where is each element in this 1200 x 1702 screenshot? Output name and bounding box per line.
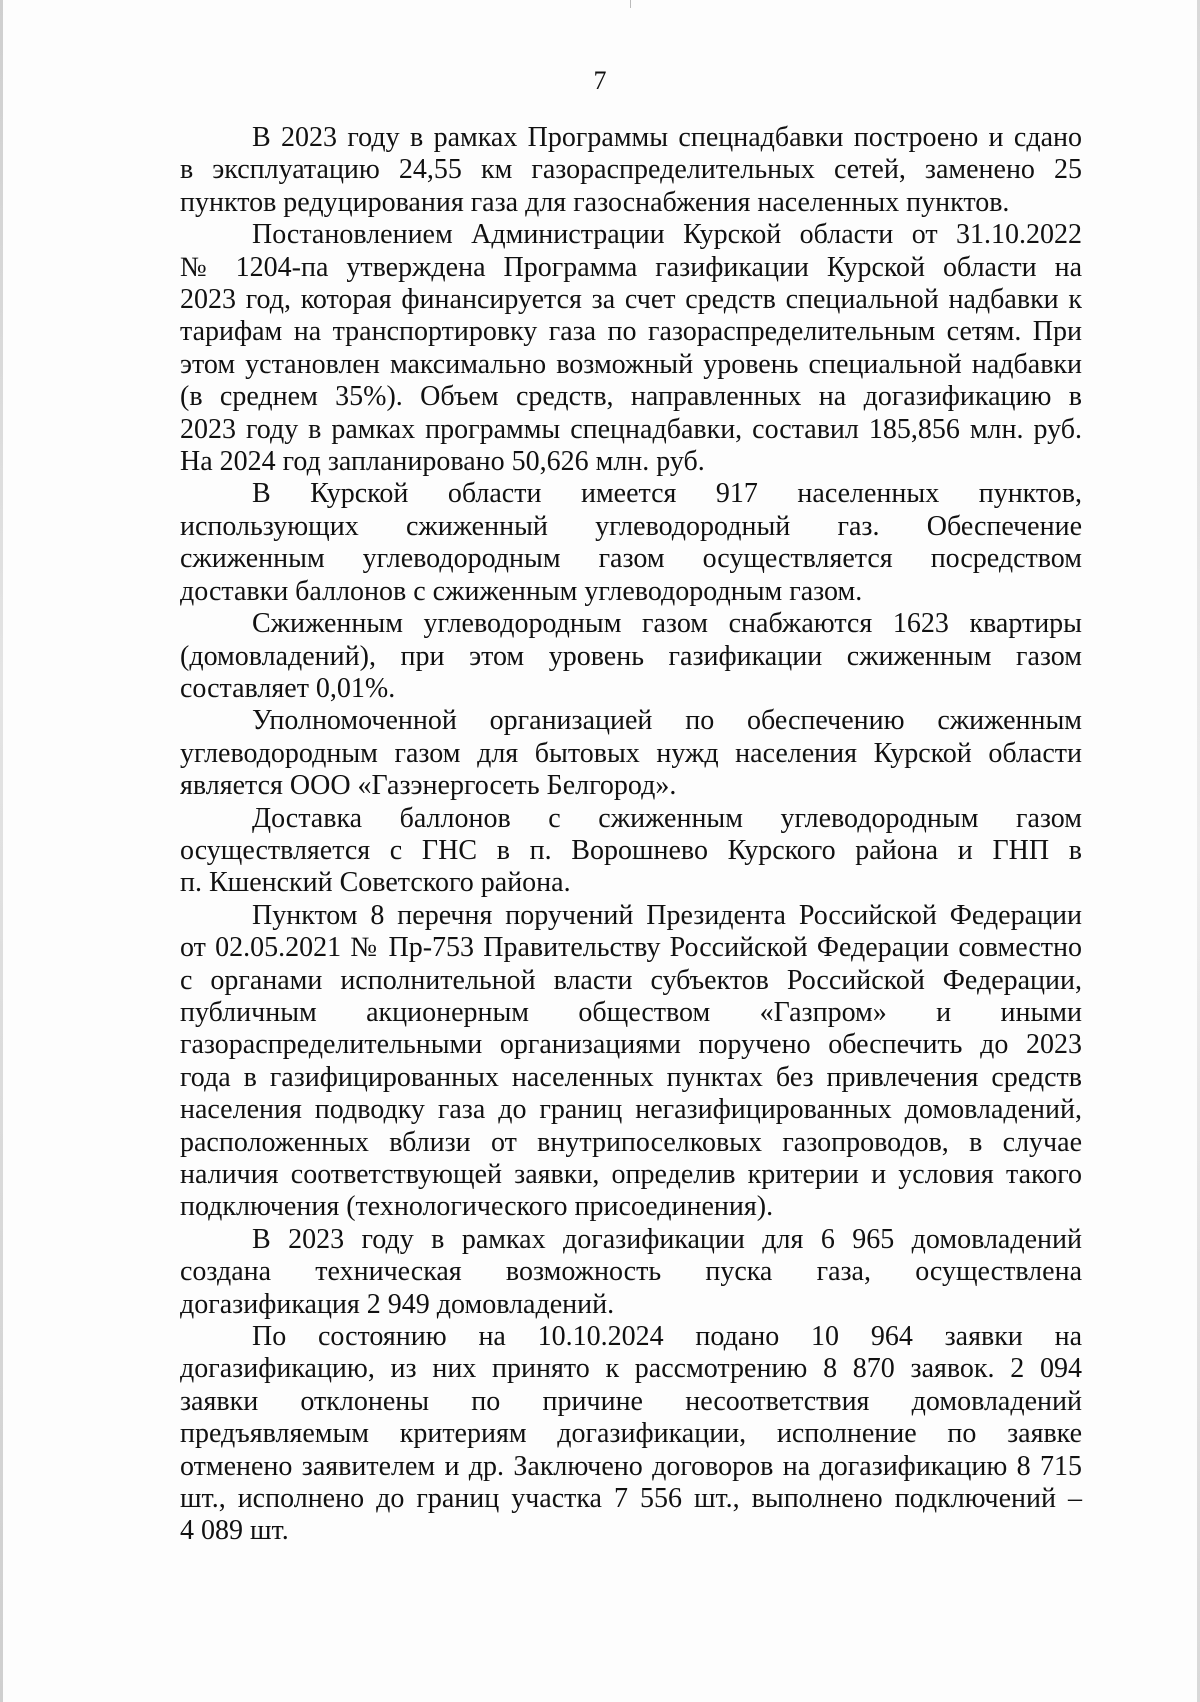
text-line: 4 089 шт. — [180, 1515, 289, 1547]
text-line: п. Кшенский Советского района. — [180, 867, 571, 899]
text-line: создана техническая возможность пуска газа, осуществлена — [180, 1256, 1082, 1288]
page-number: 7 — [593, 66, 607, 95]
text-line: от 02.05.2021 № Пр-753 Правительству Российской Федерации совместно — [180, 932, 1082, 964]
text-line: шт., исполнено до границ участка 7 556 шт., выполнено подключений – — [180, 1483, 1082, 1515]
text-line: По состоянию на 10.10.2024 подано 10 964 заявки на — [252, 1321, 1082, 1353]
text-line: В 2023 году в рамках догазификации для 6 965 домовладений — [252, 1223, 1082, 1255]
text-line: В Курской области имеется 917 населенных пунктов, — [252, 478, 1082, 510]
paragraph — [180, 1321, 1082, 1548]
text-line: использующих сжиженный углеводородный газ. Обеспечение — [180, 510, 1082, 542]
text-line: В 2023 году в рамках Программы спецнадбавки построено и сдано — [252, 122, 1082, 153]
scan-edge-left — [0, 0, 3, 1702]
text-line: пунктов редуцирования газа для газоснабжения населенных пунктов. — [180, 186, 1010, 218]
text-line: расположенных вблизи от внутрипоселковых газопроводов, в случае — [180, 1126, 1082, 1158]
text-line: тарифам на транспортировку газа по газораспределительным сетям. При — [180, 316, 1082, 348]
text-line: Уполномоченной организацией по обеспечению сжиженным — [252, 705, 1082, 737]
paragraph — [180, 219, 1082, 478]
text-line: Постановлением Администрации Курской области от 31.10.2022 — [252, 219, 1082, 251]
paragraph — [180, 900, 1082, 1224]
text-line: осуществляется с ГНС в п. Ворошнево Курского района и ГНП в — [180, 834, 1082, 866]
text-line: является ООО «Газэнергосеть Белгород». — [180, 770, 677, 802]
document-body — [180, 122, 1082, 1548]
text-line: № 1204-па утверждена Программа газификации Курской области на — [180, 251, 1082, 283]
scan-mark — [630, 0, 631, 8]
text-line: года в газифицированных населенных пунктах без привлечения средств — [180, 1061, 1082, 1093]
text-line: составляет 0,01%. — [180, 672, 396, 704]
text-line: газораспределительными организациями поручено обеспечить до 2023 — [180, 1029, 1082, 1061]
text-line: доставки баллонов с сжиженным углеводородным газом. — [180, 575, 863, 607]
paragraph — [180, 608, 1082, 705]
text-line: в эксплуатацию 24,55 км газораспределительных сетей, заменено 25 — [180, 154, 1082, 186]
text-line: сжиженным углеводородным газом осуществляется посредством — [180, 543, 1082, 575]
text-line: На 2024 год запланировано 50,626 млн. руб. — [180, 446, 705, 478]
text-line: наличия соответствующей заявки, определив критерии и условия такого — [180, 1159, 1082, 1190]
paragraph — [180, 122, 1082, 219]
text-line: этом установлен максимально возможный уровень специальной надбавки — [180, 348, 1082, 380]
text-line: углеводородным газом для бытовых нужд населения Курской области — [180, 737, 1082, 769]
paragraph — [180, 478, 1082, 608]
paragraph — [180, 705, 1082, 802]
text-line: догазификацию, из них принято к рассмотрению 8 870 заявок. 2 094 — [180, 1353, 1082, 1385]
paragraph — [180, 1224, 1082, 1321]
text-line: публичным акционерным обществом «Газпром» и иными — [180, 996, 1082, 1028]
text-line: заявки отклонены по причине несоответствия домовладений — [180, 1385, 1082, 1417]
text-line: с органами исполнительной власти субъектов Российской Федерации, — [180, 964, 1082, 996]
text-line: отменено заявителем и др. Заключено договоров на догазификацию 8 715 — [180, 1450, 1082, 1482]
text-line: 2023 году в рамках программы спецнадбавки, составил 185,856 млн. руб. — [180, 413, 1082, 445]
paragraph — [180, 803, 1082, 900]
text-line: Доставка баллонов с сжиженным углеводородным газом — [252, 802, 1082, 834]
text-line: (домовладений), при этом уровень газификации сжиженным газом — [180, 640, 1082, 672]
text-line: подключения (технологического присоединения). — [180, 1191, 774, 1223]
text-line: Пунктом 8 перечня поручений Президента Российской Федерации — [252, 899, 1082, 931]
text-line: (в среднем 35%). Объем средств, направленных на догазификацию в — [180, 381, 1082, 413]
text-line: Сжиженным углеводородным газом снабжаются 1623 квартиры — [252, 608, 1082, 640]
text-line: предъявляемым критериям догазификации, исполнение по заявке — [180, 1418, 1082, 1450]
text-line: населения подводку газа до границ негазифицированных домовладений, — [180, 1094, 1082, 1126]
text-line: 2023 год, которая финансируется за счет средств специальной надбавки к — [180, 284, 1082, 316]
text-line: догазификация 2 949 домовладений. — [180, 1288, 615, 1320]
